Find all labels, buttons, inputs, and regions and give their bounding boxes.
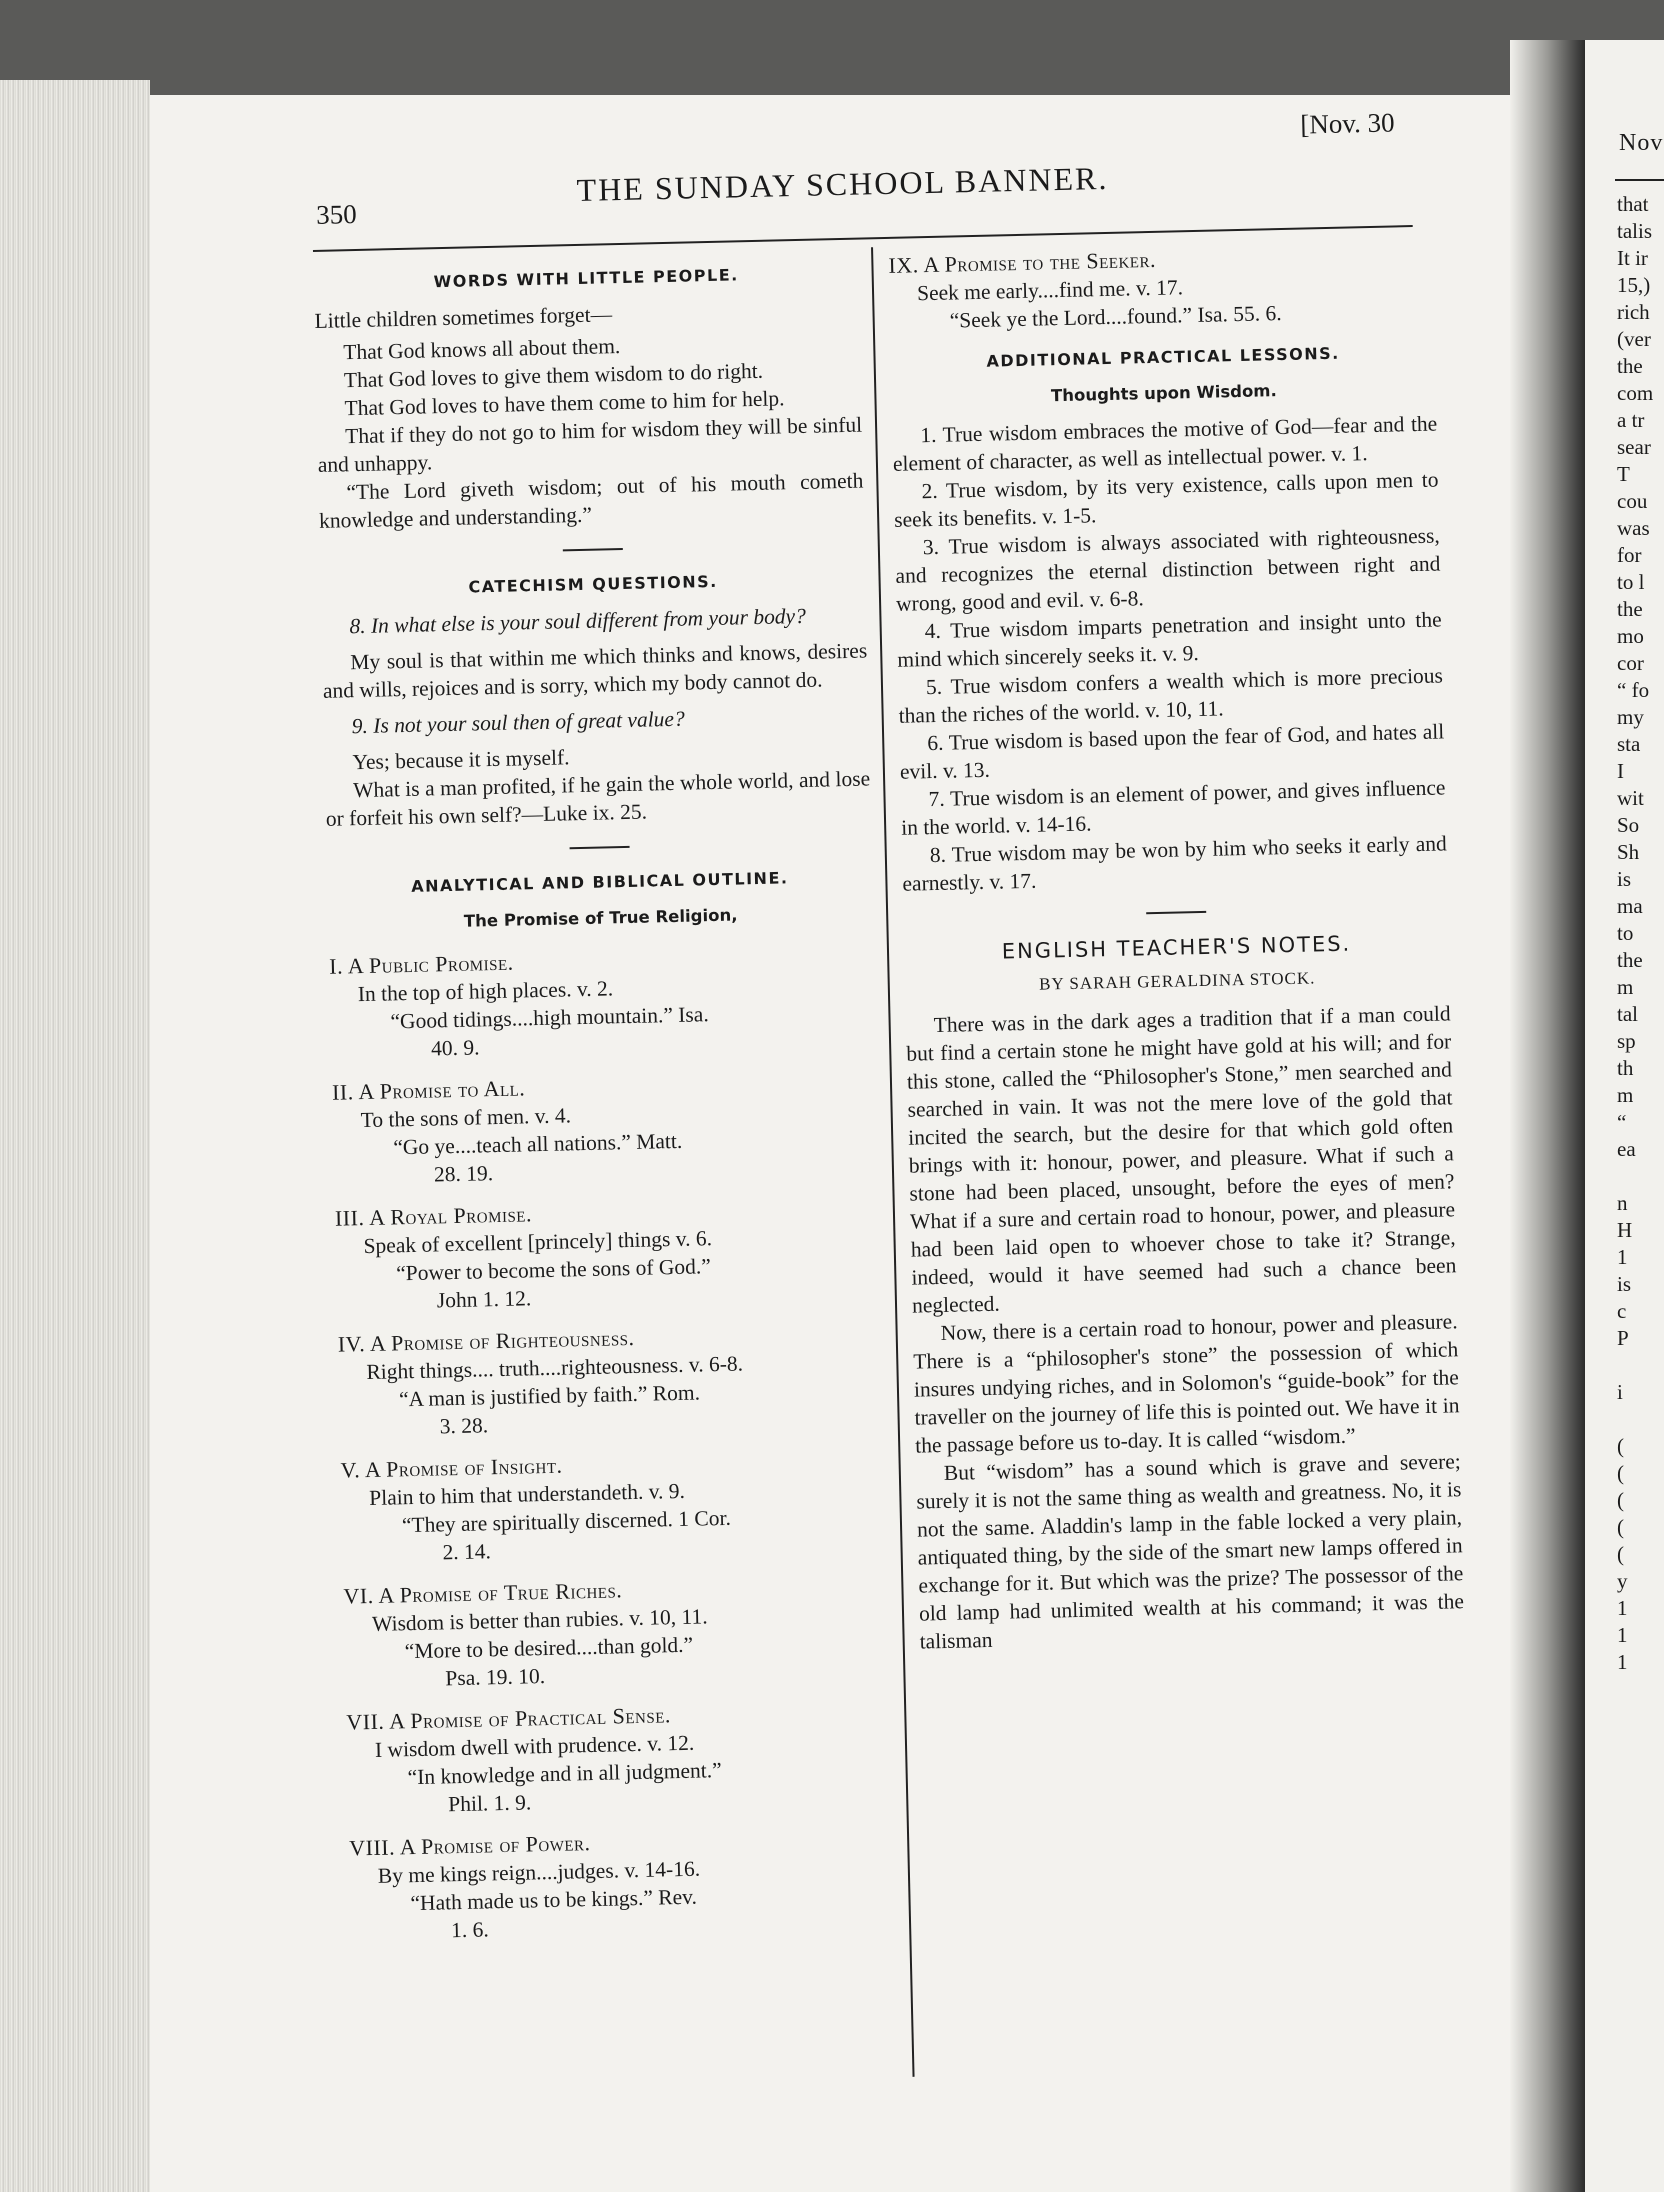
facing-page-fragment: ( bbox=[1617, 1461, 1624, 1485]
outline-item-reference: Phil. 1. 9. bbox=[447, 1790, 532, 1817]
facing-page-fragment: that bbox=[1617, 192, 1649, 216]
facing-page-fragment bbox=[1617, 1406, 1664, 1433]
journal-title: THE SUNDAY SCHOOL BANNER. bbox=[576, 159, 1109, 208]
outline-item-title: VII. A Promise of Practical Sense. bbox=[346, 1702, 672, 1735]
outline-item bbox=[349, 1822, 896, 1946]
facing-page-fragment: 1 bbox=[1617, 1650, 1628, 1674]
facing-page-fragment: ( bbox=[1617, 1434, 1624, 1458]
catechism-answer-8: My soul is that within me which thinks and knows, desires and wills, rejoices and is sorry, which my body cannot do. bbox=[322, 638, 868, 703]
words-line: That God knows all about them. bbox=[343, 334, 621, 365]
facing-page-fragment: wit bbox=[1617, 786, 1644, 810]
notes-paragraph: Now, there is a certain road to honour, power and pleasure. There is a “philosopher's stone” the possession of which insures undying riches, and in Solomon's “guide-book” for the traveller on the journey of life this is pointed out. We have it in the passage before us to-day. It is called “wisdom.” bbox=[913, 1309, 1460, 1458]
facing-page-fragment: ( bbox=[1617, 1542, 1624, 1566]
notes-body bbox=[905, 999, 1464, 1655]
facing-page-fragment: T bbox=[1617, 462, 1630, 486]
facing-page-fragment: H bbox=[1617, 1218, 1633, 1242]
words-heading: WORDS WITH LITTLE PEOPLE. bbox=[433, 265, 739, 292]
section-rule bbox=[569, 846, 629, 849]
outline-item bbox=[335, 1192, 882, 1316]
facing-page-fragment: c bbox=[1617, 1299, 1627, 1323]
lesson-item: 6. True wisdom is based upon the fear of God, and hates all evil. v. 13. bbox=[899, 719, 1445, 784]
outline-item-title: IV. A Promise of Righteousness. bbox=[337, 1324, 635, 1357]
outline-item-quote: “Good tidings....high mountain.” Isa. bbox=[390, 1002, 709, 1034]
lessons-subheading: Thoughts upon Wisdom. bbox=[1050, 381, 1277, 406]
page-content bbox=[310, 93, 1555, 2120]
facing-page-fragment: “ bbox=[1617, 1110, 1627, 1134]
facing-page-fragment: to bbox=[1617, 921, 1634, 945]
outline-item-reference: 28. 19. bbox=[433, 1161, 494, 1187]
catechism-question-8: 8. In what else is your soul different from your body? bbox=[349, 603, 807, 639]
notes-paragraph: But “wisdom” has a sound which is grave and severe; surely it is not the same thing as wealth and greatness. No, it is not the same. Aladdin's lamp in the fable locked a very plain, antiquated thing, by the side of the smart new lamps offered in exchange for it. But which was the prize? The possessor of the old lamp had unlimited wealth at his command; it was the talisman bbox=[916, 1449, 1465, 1654]
outline-list bbox=[329, 940, 896, 1946]
facing-page-fragment: cou bbox=[1617, 489, 1648, 513]
facing-page-fragment: I bbox=[1617, 759, 1624, 783]
facing-page-fragment: tal bbox=[1617, 1002, 1638, 1026]
facing-page-header: Nov bbox=[1619, 130, 1664, 156]
facing-page-fragment: ma bbox=[1617, 894, 1643, 918]
facing-page-fragment: my bbox=[1617, 705, 1644, 729]
lesson-item: 2. True wisdom, by its very existence, calls upon men to seek its benefits. v. 1-5. bbox=[893, 467, 1439, 532]
words-line: That if they do not go to him for wisdom they will be sinful and unhappy. bbox=[317, 412, 863, 477]
lesson-item: 8. True wisdom may be won by him who seeks it early and earnestly. v. 17. bbox=[902, 831, 1447, 896]
outline-item-title: II. A Promise to All. bbox=[331, 1075, 526, 1105]
notes-heading: ENGLISH TEACHER'S NOTES. bbox=[1001, 931, 1352, 964]
facing-page-fragment: 1 bbox=[1617, 1623, 1628, 1647]
notes-paragraph: There was in the dark ages a tradition that if a man could but find a certain stone he might have gold at his will; and for this stone, called the “Philosopher's Stone,” men searched and searched in vain. It was not the mere love of the gold that incited the search, but the desire for that which gold often brings with it: honour, power, and pleasure. What if such a stone had been placed, unsought, before the eyes of men? What if a sure and certain road to honour, power, and pleasure had been laid open to whoever chose to take it? Strange, indeed, would it have seemed had such a chance been neglected. bbox=[906, 1001, 1457, 1318]
facing-page-fragment: P bbox=[1617, 1326, 1629, 1350]
facing-page-rule bbox=[1615, 179, 1664, 181]
outline-item-text: To the sons of men. v. 4. bbox=[360, 1103, 572, 1133]
book-page-edges bbox=[0, 80, 150, 2192]
facing-page-fragment: n bbox=[1617, 1191, 1628, 1215]
lessons-list bbox=[892, 410, 1448, 898]
outline-item-title: IX. A Promise to the Seeker. bbox=[888, 246, 1157, 278]
outline-item-text: Speak of excellent [princely] things v. 6. bbox=[363, 1226, 713, 1259]
outline-item bbox=[346, 1696, 893, 1820]
facing-page-fragment bbox=[1617, 1163, 1664, 1190]
facing-page-fragment: for bbox=[1617, 543, 1642, 567]
facing-page-fragments bbox=[1617, 191, 1664, 1676]
facing-page-fragment: ( bbox=[1617, 1515, 1624, 1539]
facing-page-fragment: th bbox=[1617, 1056, 1634, 1080]
section-rule bbox=[562, 548, 622, 551]
facing-page-fragment: is bbox=[1617, 1272, 1632, 1296]
outline-item-text: Wisdom is better than rubies. v. 10, 11. bbox=[371, 1604, 708, 1636]
facing-page-fragment: ea bbox=[1617, 1137, 1636, 1161]
outline-item bbox=[343, 1570, 890, 1694]
outline-item-text: By me kings reign....judges. v. 14-16. bbox=[377, 1856, 701, 1888]
facing-page-fragment: sta bbox=[1617, 732, 1641, 756]
outline-item bbox=[332, 1066, 879, 1190]
outline-item-title: III. A Royal Promise. bbox=[334, 1201, 533, 1231]
words-line: That God loves to give them wisdom to do right. bbox=[343, 358, 764, 393]
outline-item-reference: Psa. 19. 10. bbox=[445, 1664, 546, 1691]
catechism-answer-9a: Yes; because it is myself. bbox=[352, 745, 570, 775]
outline-item bbox=[337, 1318, 884, 1442]
outline-item-title: I. A Public Promise. bbox=[328, 949, 514, 979]
facing-page-fragment: sear bbox=[1617, 435, 1651, 459]
outline-item-quote: “In knowledge and in all judgment.” bbox=[407, 1758, 722, 1790]
outline-item-text: In the top of high places. v. 2. bbox=[357, 976, 614, 1007]
facing-page-fragment: So bbox=[1617, 813, 1640, 837]
facing-page bbox=[1585, 40, 1664, 2192]
outline-item-text: Plain to him that understandeth. v. 9. bbox=[369, 1478, 686, 1511]
issue-date: [Nov. 30 bbox=[1300, 107, 1395, 140]
outline-item-title: VI. A Promise of True Riches. bbox=[343, 1577, 623, 1609]
facing-page-fragment: i bbox=[1617, 1380, 1623, 1404]
facing-page-fragment: com bbox=[1617, 381, 1654, 405]
catechism-heading: CATECHISM QUESTIONS. bbox=[468, 571, 718, 597]
facing-page-fragment: Sh bbox=[1617, 840, 1640, 864]
facing-page-fragment: mo bbox=[1617, 624, 1644, 648]
section-rule bbox=[1146, 911, 1206, 914]
facing-page-fragment: talis bbox=[1617, 219, 1652, 243]
facing-page-fragment: 1 bbox=[1617, 1596, 1628, 1620]
outline-item-reference: 2. 14. bbox=[442, 1539, 492, 1565]
facing-page-fragment: m bbox=[1617, 1083, 1634, 1107]
notes-byline: BY SARAH GERALDINA STOCK. bbox=[1038, 968, 1316, 994]
lesson-item: 3. True wisdom is always associated with righteousness, and recognizes the eternal distinction between right and wrong, good and evil. v. 6-8. bbox=[895, 523, 1441, 616]
outline-item-text: Right things.... truth....righteousness. v. 6-8. bbox=[366, 1351, 744, 1385]
outline-item-quote: “Hath made us to be kings.” Rev. bbox=[410, 1884, 698, 1916]
facing-page-fragment: ( bbox=[1617, 1488, 1624, 1512]
outline-item-title: VIII. A Promise of Power. bbox=[348, 1830, 591, 1861]
facing-page-fragment: “ fo bbox=[1617, 678, 1650, 702]
facing-page-fragment: rich bbox=[1617, 300, 1650, 324]
outline-item-text: I wisdom dwell with prudence. v. 12. bbox=[374, 1730, 695, 1762]
outline-item bbox=[329, 940, 876, 1064]
outline-subheading: The Promise of True Religion, bbox=[463, 905, 738, 931]
outline-item-quote: “They are spiritually discerned. 1 Cor. bbox=[401, 1505, 732, 1538]
facing-page-fragment: a tr bbox=[1617, 408, 1645, 432]
outline-item-quote: “A man is justified by faith.” Rom. bbox=[398, 1380, 701, 1412]
facing-page-fragment: It ir bbox=[1617, 246, 1648, 270]
facing-page-fragment: 15,) bbox=[1617, 273, 1651, 297]
outline-item-reference: 3. 28. bbox=[439, 1413, 489, 1439]
catechism-answer-9b: What is a man profited, if he gain the whole world, and lose or forfeit his own self?—Luke ix. 25. bbox=[325, 766, 871, 831]
facing-page-fragment: cor bbox=[1617, 651, 1644, 675]
lesson-item: 4. True wisdom imparts penetration and insight unto the mind which sincerely seeks it. v. 9. bbox=[897, 607, 1442, 672]
lesson-item: 1. True wisdom embraces the motive of God—fear and the element of character, as well as intellectual power. v. 1. bbox=[892, 411, 1438, 476]
facing-page-fragment: m bbox=[1617, 975, 1634, 999]
outline-item bbox=[888, 240, 1435, 336]
words-list bbox=[315, 327, 864, 535]
lessons-heading: ADDITIONAL PRACTICAL LESSONS. bbox=[986, 343, 1340, 371]
facing-page-fragment: (ver bbox=[1617, 327, 1651, 351]
outline-item bbox=[340, 1444, 887, 1568]
facing-page-fragment: sp bbox=[1617, 1029, 1636, 1053]
facing-page-fragment: y bbox=[1617, 1569, 1628, 1593]
words-line: “The Lord giveth wisdom; out of his mouth cometh knowledge and understanding.” bbox=[318, 468, 864, 533]
catechism-question-9: 9. Is not your soul then of great value? bbox=[351, 706, 685, 739]
outline-item-quote: “Power to become the sons of God.” bbox=[395, 1254, 712, 1286]
outline-item-reference: 40. 9. bbox=[430, 1035, 480, 1061]
lesson-item: 5. True wisdom confers a wealth which is more precious than the riches of the world. v. 10, 11. bbox=[898, 663, 1444, 728]
outline-item-title: V. A Promise of Insight. bbox=[340, 1452, 563, 1483]
facing-page-fragment: the bbox=[1617, 354, 1643, 378]
left-column bbox=[313, 253, 896, 1947]
outline-item-quote: “More to be desired....than gold.” bbox=[404, 1632, 694, 1664]
outline-item-text: Seek me early....find me. v. 17. bbox=[916, 275, 1184, 306]
facing-page-fragment: the bbox=[1617, 948, 1643, 972]
facing-page-fragment: the bbox=[1617, 597, 1643, 621]
facing-page-fragment: was bbox=[1617, 516, 1650, 540]
lesson-item: 7. True wisdom is an element of power, and gives influence in the world. v. 14-16. bbox=[900, 775, 1446, 840]
outline-heading: ANALYTICAL AND BIBLICAL OUTLINE. bbox=[411, 868, 789, 896]
outline-item-reference: John 1. 12. bbox=[436, 1286, 532, 1313]
facing-page-fragment: is bbox=[1617, 867, 1632, 891]
outline-item-quote: “Seek ye the Lord....found.” Isa. 55. 6. bbox=[949, 301, 1282, 333]
words-line: That God loves to have them come to him for help. bbox=[344, 386, 785, 421]
outline-item-reference: 1. 6. bbox=[450, 1917, 489, 1943]
facing-page-fragment: 1 bbox=[1617, 1245, 1628, 1269]
right-column bbox=[888, 240, 1465, 1656]
facing-page-fragment bbox=[1617, 1352, 1664, 1379]
outline-item-quote: “Go ye....teach all nations.” Matt. bbox=[393, 1128, 683, 1160]
page-number: 350 bbox=[315, 198, 357, 230]
words-intro: Little children sometimes forget— bbox=[314, 302, 613, 333]
facing-page-fragment: to l bbox=[1617, 570, 1645, 594]
